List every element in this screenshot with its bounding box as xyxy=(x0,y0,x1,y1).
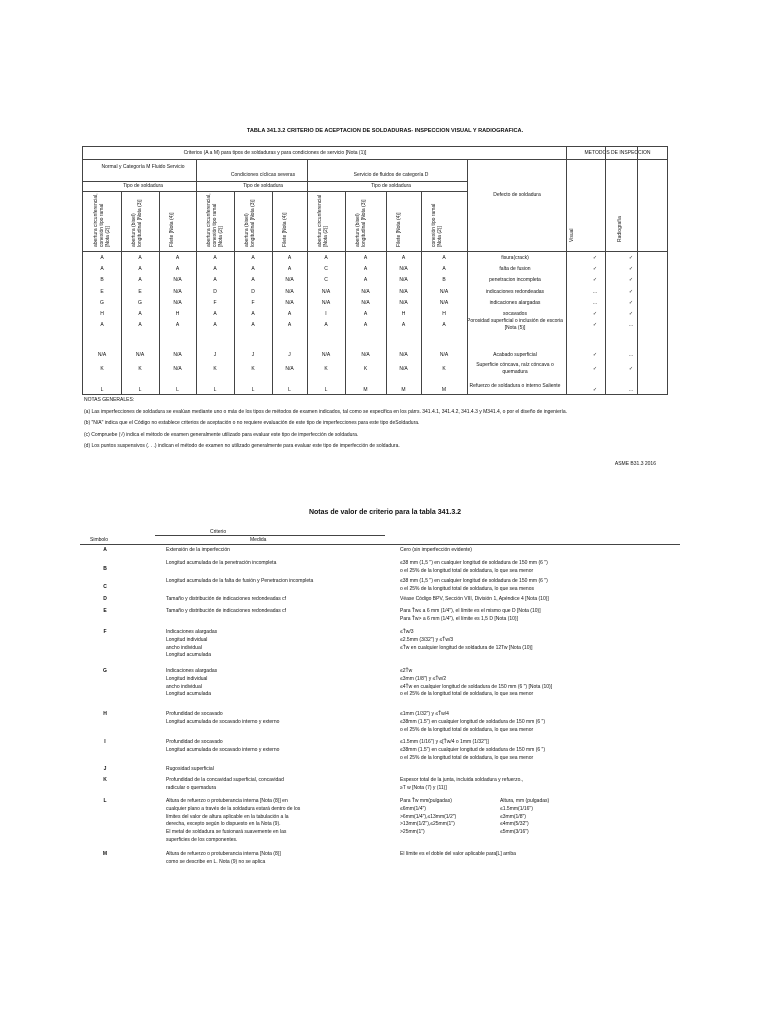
defect-label: Porosidad superficial o inclusión de escoria [Nota (5)] xyxy=(467,318,563,331)
header-line xyxy=(155,535,385,536)
criteria-cell: M xyxy=(363,387,368,393)
criteria-cell: N/A xyxy=(399,266,408,272)
grid-line xyxy=(421,191,422,394)
column-header: abertura circunferencial [Nota (2)] xyxy=(317,194,329,247)
visual-mark: … xyxy=(592,289,598,295)
defect-header: Defecto de soldadura xyxy=(493,192,541,198)
criteria-cell: N/A xyxy=(399,300,408,306)
criteria-cell: F xyxy=(251,300,255,306)
criteria-cell: A xyxy=(442,255,446,261)
criteria-cell: N/A xyxy=(173,352,182,358)
entry-criterion: Tamaño y distribución de indicaciones redondeadas cf xyxy=(166,596,287,602)
entry-criterion: Extensión de la imperfección xyxy=(166,547,230,553)
criteria-cell: K xyxy=(442,366,446,372)
methods-header: METODOS DE INSPECCION xyxy=(584,150,651,156)
criteria-cell: L xyxy=(324,387,328,393)
criteria-cell: N/A xyxy=(173,277,182,283)
grid-line xyxy=(83,251,667,252)
grid-line xyxy=(83,159,566,160)
entry-criterion: Profundidad de la concavidad superficial, concavidad radicular o quemadura xyxy=(166,777,284,791)
entry-symbol: E xyxy=(103,608,107,614)
entry-symbol: F xyxy=(103,629,107,635)
radiography-mark: ✓ xyxy=(628,277,634,283)
criteria-cell: G xyxy=(138,300,142,306)
criteria-cell: L xyxy=(288,387,291,393)
entry-criterion: Rugosidad superficial xyxy=(166,766,214,772)
entry-criterion: Indicaciones alargadas Longitud individual ancho individual Longitud acumulada xyxy=(166,668,218,698)
radiography-mark: ✓ xyxy=(628,289,634,295)
criteria-cell: K xyxy=(251,366,255,372)
weld-type-label: Tipo de soldadura xyxy=(243,183,283,189)
grid-line xyxy=(234,191,235,394)
criteria-cell: A xyxy=(213,255,217,261)
criteria-cell: A xyxy=(100,322,104,328)
entry-value: Véase Código BPV, Sección VIII, División 1, Apéndice 4 [Nota (10)] xyxy=(400,596,549,602)
criteria-cell: A xyxy=(251,322,255,328)
criteria-cell: A xyxy=(363,322,368,328)
grid-line xyxy=(467,159,468,394)
criteria-cell: M xyxy=(401,387,406,393)
radiography-mark: ✓ xyxy=(628,266,634,272)
criteria-cell: N/A xyxy=(439,289,449,295)
visual-mark: ✓ xyxy=(592,366,598,372)
column-header: Filete [Nota (4)] xyxy=(396,212,402,247)
criteria-cell: A xyxy=(251,277,255,283)
radiography-mark: … xyxy=(628,352,634,358)
criteria-cell: I xyxy=(325,311,327,317)
criteria-cell: N/A xyxy=(399,289,408,295)
grid-line xyxy=(566,159,667,160)
criteria-cell: E xyxy=(138,289,142,295)
radiography-mark: … xyxy=(628,387,634,393)
criteria-header: Criterios (A a M) para tipos de soldaduras y para condiciones de servicio [Nota (1)] xyxy=(183,150,367,156)
criteria-cell: N/A xyxy=(439,300,449,306)
entry-symbol: K xyxy=(103,777,107,783)
visual-mark: ✓ xyxy=(592,255,598,261)
entry-symbol: J xyxy=(103,766,107,772)
grid-line xyxy=(637,147,638,394)
entry-symbol: A xyxy=(103,547,107,553)
acceptance-criteria-table: Criterios (A a M) para tipos de soldaduras y para condiciones de servicio [Nota (1)] METODOS DE INSPECCION Normal y Categoría M Fluido Servicio Condiciones cíclicas severas Servicio de fluidos de categoría D Tipo de soldadura Tipo de soldadura Tipo de soldadura Defecto de soldadura abertura circunferencial, conexión tipo ramal [Nota (2)] abertura (bisel) longitudinal [Nota (3)] Filete [Nota (4)] abertura circunferencial, conexión tipo ramal [Nota (2)] abertura (bisel) longitudinal [Nota (3)] Filete [Nota (4)] abertura circunferencial [Nota (2)] abertura (bisel) longitudinal [Nota (3)] Filete [Nota (4)] conexión tipo ramal [Nota (2)] Visual Radiografía A A A A A A A A A A fisura(crack) ✓ ✓ A A A A A A C A N/A A falta de fusion ✓ ✓ B A N/A A A N/A C A N/A B penetracion incompleta ✓ ✓ E E N/A D D N/A N/A N/A N/A N/A indicaciones redondeadas … ✓ G G N/A F F N/A N/A N/A N/A N/A indicaciones alargadas … ✓ H A H A A A I A H H socavados ✓ ✓ A A A A A A A A A A Porosidad superficial o inclusión de escoria [Nota (5)] ✓ … N/A N/A N/A J J J N/A N/A N/A N/A Acabado superficial ✓ … K K N/A K K N/A K K N/A K Superficie cóncava, raíz cóncava o quemadura ✓ ✓ L L L L L L L M M M Refuerzo de soldadura o interno Saliente ✓ … xyxy=(82,146,668,395)
entry-criterion: Altura de refuerzo o protuberancia interna [Nota (8)] en cualquier plano a través de la soldadura estará dentro de los límites del valor de altura aplicable en la tabulación a la derecha, excepto según lo dispuesto en la Nota (9). El metal de soldadura se fusionará suavemente en las superficies de los componentes. xyxy=(166,798,301,843)
criteria-cell: A xyxy=(287,266,292,272)
criteria-cell: L xyxy=(138,387,142,393)
criteria-cell: L xyxy=(100,387,104,393)
criteria-cell: N/A xyxy=(173,300,182,306)
visual-mark: ✓ xyxy=(592,266,598,272)
entry-value: ≤T̄w/3 ≤2.5mm (3/32") y ≤T̄w/3 ≤T̄w en cualquier longitud de soldadura de 12Tw [Nota (10)] xyxy=(400,629,533,651)
column-header: abertura (bisel) longitudinal [Nota (3)] xyxy=(355,199,367,247)
entry-value-height: Altura, mm (pulgadas) ≤1.5mm(1/16") ≤3mm(1/8") ≤4mm(5/32") ≤5mm(3/16") xyxy=(500,798,550,835)
criteria-cell: A xyxy=(287,311,292,317)
entry-symbol: I xyxy=(104,739,106,745)
entry-value: Para T̄w≤ a 6 mm (1/4"), el límite es el mismo que D [Nota (10)] Para T̄w> a 6 mm (1/4"), el límite es 1,5 D [Nota (10)] xyxy=(400,608,541,622)
entry-criterion: Profundidad de socavado Longitud acumulada de socavado interno y externo xyxy=(166,711,280,725)
criteria-cell: N/A xyxy=(361,352,370,358)
criteria-cell: A xyxy=(138,255,142,261)
criteria-cell: B xyxy=(442,277,446,283)
criteria-cell: A xyxy=(138,322,142,328)
entry-value: ≤1mm (1/32") y ≤T̄w/4 ≤38mm (1.5") en cualquier longitud de soldadura de 150 mm (6 ") o el 25% de la longitud total de soldadura, lo que sea menor xyxy=(400,711,545,733)
column-header: Filete [Nota (4)] xyxy=(169,212,175,247)
criteria-cell: A xyxy=(213,322,217,328)
grid-line xyxy=(83,191,467,192)
grid-line xyxy=(159,191,160,394)
criteria-cell: A xyxy=(175,266,180,272)
criteria-cell: J xyxy=(251,352,255,358)
criteria-cell: K xyxy=(138,366,142,372)
entry-criterion: Longitud acumulada de la falta de fusión y Penetracion incompleta xyxy=(166,578,314,584)
criteria-cell: N/A xyxy=(173,289,182,295)
entry-value: ≤2T̄w ≤3mm (1/8") y ≤T̄w/2 ≤4T̄w en cualquier longitud de soldadura de 150 mm (6 ") [Nota (10)] o el 25% de la longitud total de soldadura, lo que sea menor xyxy=(400,668,553,698)
criteria-cell: A xyxy=(363,277,368,283)
visual-mark: ✓ xyxy=(592,277,598,283)
criteria-cell: J xyxy=(213,352,217,358)
criteria-cell: N/A xyxy=(285,366,294,372)
criteria-cell: A xyxy=(213,311,217,317)
criteria-cell: A xyxy=(324,255,328,261)
grid-line xyxy=(121,191,122,394)
criteria-cell: N/A xyxy=(399,366,408,372)
weld-type-label: Tipo de soldadura xyxy=(371,183,411,189)
criteria-cell: N/A xyxy=(285,277,294,283)
grid-line xyxy=(272,191,273,394)
entry-criterion: Longitud acumulada de la penetración incompleta xyxy=(166,560,277,566)
criteria-cell: N/A xyxy=(285,289,294,295)
entry-value: ≤1.5mm (1/16") y ≤[T̄w/4 o 1mm (1/32")] ≤38mm (1.5") en cualquier longitud de soldadura de 150 mm (6 ") o el 25% de la longitud total de soldadura, lo que sea menor xyxy=(400,739,545,761)
entry-value: El límite es el doble del valor aplicable para[L] arriba xyxy=(400,851,516,857)
criteria-cell: K xyxy=(363,366,368,372)
visual-mark: … xyxy=(592,300,598,306)
criteria-cell: K xyxy=(213,366,217,372)
criteria-cell: A xyxy=(324,322,328,328)
entry-symbol: D xyxy=(103,596,107,602)
defect-label: Superficie cóncava, raíz cóncava o quemadura xyxy=(476,362,554,375)
entry-value: ≤38 mm (1,5 ") en cualquier longitud de soldadura de 150 mm (6 ") o el 25% de la longitud total de soldadura, lo que sea menor xyxy=(400,560,548,574)
criteria-cell: A xyxy=(213,277,217,283)
note-d: (d) Los puntos suspensivos (. . .) indican el método de examen no utilizado generalmente para evaluar este tipo de imperfección de soldadura. xyxy=(84,443,400,449)
grid-line xyxy=(83,181,467,182)
criteria-cell: N/A xyxy=(321,300,331,306)
criteria-cell: K xyxy=(100,366,104,372)
criteria-cell: E xyxy=(100,289,104,295)
criteria-cell: L xyxy=(251,387,255,393)
column-header: conexión tipo ramal [Nota (2)] xyxy=(431,203,443,247)
entry-value: ≤38 mm (1,5 ") en cualquier longitud de soldadura de 150 mm (6 ") o el 25% de la longitud total de soldadura, lo que sea menos xyxy=(400,578,548,592)
criteria-cell: A xyxy=(100,266,104,272)
criteria-cell: A xyxy=(175,322,180,328)
radiography-mark: ✓ xyxy=(628,366,634,372)
weld-type-label: Tipo de soldadura xyxy=(123,183,163,189)
criteria-cell: A xyxy=(175,255,180,261)
entry-value: Para T̄w mm(pulgadas) ≤6mm(1/4") >6mm(1/4"),≤13mm(1/2") >13mm(1/2"),≤25mm(1") >25mm(1") xyxy=(400,798,457,835)
defect-label: indicaciones alargadas xyxy=(489,300,541,306)
entry-value: Espesor total de la junta, incluida soldadura y refuerzo., ≥T w [Nota (7) y (11)] xyxy=(400,777,524,791)
criteria-cell: A xyxy=(138,266,142,272)
column-header: abertura circunferencial, conexión tipo ramal [Nota (2)] xyxy=(93,193,111,247)
column-header: abertura circunferencial, conexión tipo ramal [Nota (2)] xyxy=(206,193,224,247)
criteria-cell: N/A xyxy=(399,352,408,358)
criteria-cell: D xyxy=(213,289,217,295)
group-cyclic: Condiciones cíclicas severas xyxy=(230,172,296,178)
criteria-cell: A xyxy=(287,255,292,261)
criteria-cell: H xyxy=(100,311,104,317)
criteria-cell: A xyxy=(287,322,292,328)
column-header: abertura (bisel) longitudinal [Nota (3)] xyxy=(244,199,256,247)
criteria-cell: A xyxy=(401,322,406,328)
entry-symbol: G xyxy=(103,668,107,674)
criteria-cell: A xyxy=(401,255,406,261)
criteria-cell: B xyxy=(100,277,104,283)
criteria-cell: F xyxy=(213,300,217,306)
criteria-cell: H xyxy=(442,311,446,317)
column-header: abertura (bisel) longitudinal [Nota (3)] xyxy=(131,199,143,247)
criteria-cell: A xyxy=(251,311,255,317)
criteria-cell: A xyxy=(363,266,368,272)
criteria-cell: N/A xyxy=(321,352,331,358)
visual-mark: ✓ xyxy=(592,352,598,358)
criteria-cell: A xyxy=(363,311,368,317)
criteria-cell: A xyxy=(213,266,217,272)
entry-symbol: C xyxy=(103,584,107,590)
criteria-cell: A xyxy=(251,266,255,272)
criteria-cell: N/A xyxy=(173,366,182,372)
entry-symbol: H xyxy=(103,711,107,717)
criteria-cell: N/A xyxy=(361,300,370,306)
radiography-mark: … xyxy=(628,322,634,328)
grid-line xyxy=(386,191,387,394)
criteria-cell: N/A xyxy=(97,352,107,358)
criteria-cell: N/A xyxy=(285,300,294,306)
radiography-mark: ✓ xyxy=(628,300,634,306)
entry-symbol: L xyxy=(103,798,107,804)
note-b: (b) "N/A" indica que el Código no establece criterios de aceptación o no requiere evaluación de este tipo de imperfecciones para este tipo deSoldadura. xyxy=(84,420,420,426)
criteria-cell: A xyxy=(138,311,142,317)
defect-label: Refuerzo de soldadura o interno Saliente xyxy=(469,383,561,389)
criteria-cell: A xyxy=(442,322,446,328)
source-reference: ASME B31.3 2016 xyxy=(614,461,656,467)
general-notes xyxy=(84,397,684,467)
table1-title: TABLA 341.3.2 CRITERIO DE ACEPTACION DE SOLDADURAS- INSPECCION VISUAL Y RADIOGRAFICA. xyxy=(246,128,524,134)
notes-heading: NOTAS GENERALES: xyxy=(84,397,135,403)
medida-header: Medida xyxy=(250,537,267,543)
criteria-cell: H xyxy=(175,311,180,317)
criteria-cell: G xyxy=(100,300,104,306)
note-c: (c) Compruebe (√) indica el método de examen generalmente utilizado para evaluar este tipo de imperfección de soldadura. xyxy=(84,431,359,438)
criteria-cell: N/A xyxy=(135,352,145,358)
group-normal: Normal y Categoría M Fluido Servicio xyxy=(101,164,185,170)
criteria-cell: N/A xyxy=(439,352,449,358)
entry-symbol: B xyxy=(103,566,107,572)
criteria-cell: H xyxy=(401,311,406,317)
entry-criterion: Indicaciones alargadas Longitud individual ancho individual Longitud acumulada xyxy=(166,629,218,659)
group-category-d: Servicio de fluidos de categoría D xyxy=(353,172,429,178)
criterio-header: Criterio xyxy=(210,529,227,535)
grid-line xyxy=(566,147,567,394)
criteria-cell: N/A xyxy=(321,289,331,295)
criteria-cell: L xyxy=(176,387,179,393)
entry-value: Cero (sin imperfección evidente) xyxy=(400,547,472,553)
note-a: (a) Las imperfecciones de soldadura se evalúan mediante uno o más de los tipos de métodos de examen indicados, tal como se especifica en los párrs. 341.4.1, 341.4.2, 341.4.3 y M341.4, o por el diseño de ingeniería. xyxy=(84,408,568,415)
criteria-cell: A xyxy=(442,266,446,272)
simbolo-header: Simbolo xyxy=(90,537,109,543)
grid-line xyxy=(196,159,197,394)
radiography-mark: ✓ xyxy=(628,311,634,317)
column-header: Filete [Nota (4)] xyxy=(282,212,288,247)
criteria-cell: L xyxy=(213,387,217,393)
grid-line xyxy=(605,147,606,394)
criteria-cell: K xyxy=(324,366,328,372)
criteria-cell: A xyxy=(100,255,104,261)
criteria-cell: C xyxy=(324,277,328,283)
visual-mark: ✓ xyxy=(592,322,598,328)
defect-label: falta de fusion xyxy=(499,266,531,272)
grid-line xyxy=(345,191,346,394)
criteria-cell: J xyxy=(288,352,291,358)
entry-criterion: Tamaño y distribución de indicaciones redondeadas cf xyxy=(166,608,287,614)
criteria-cell: N/A xyxy=(399,277,408,283)
table2-title: Notas de valor de criterio para la tabla 341.3.2 xyxy=(308,509,462,516)
defect-label: socavados xyxy=(503,311,527,317)
entry-criterion: Altura de refuerzo o protuberancia interna [Nota (8)] como se describe en L. Nota (9) no se aplica xyxy=(166,851,281,865)
entry-symbol: M xyxy=(102,851,108,857)
header-line xyxy=(80,544,680,545)
criteria-cell: A xyxy=(363,255,368,261)
visual-mark: ✓ xyxy=(592,387,598,393)
criteria-cell: N/A xyxy=(361,289,370,295)
radiography-header: Radiografía xyxy=(617,216,623,242)
criteria-cell: C xyxy=(324,266,328,272)
criteria-cell: A xyxy=(138,277,142,283)
defect-label: indicaciones redondeadas xyxy=(485,289,545,295)
criteria-cell: D xyxy=(251,289,255,295)
defect-label: Acabado superficial xyxy=(493,352,537,358)
criteria-cell: M xyxy=(441,387,447,393)
entry-criterion: Profundidad de socavado Longitud acumulada de socavado interno y externo xyxy=(166,739,280,753)
visual-mark: ✓ xyxy=(592,311,598,317)
defect-label: fisura(crack) xyxy=(501,255,529,261)
criteria-cell: A xyxy=(251,255,255,261)
radiography-mark: ✓ xyxy=(628,255,634,261)
grid-line xyxy=(307,159,308,394)
defect-label: penetracion incompleta xyxy=(489,277,541,283)
